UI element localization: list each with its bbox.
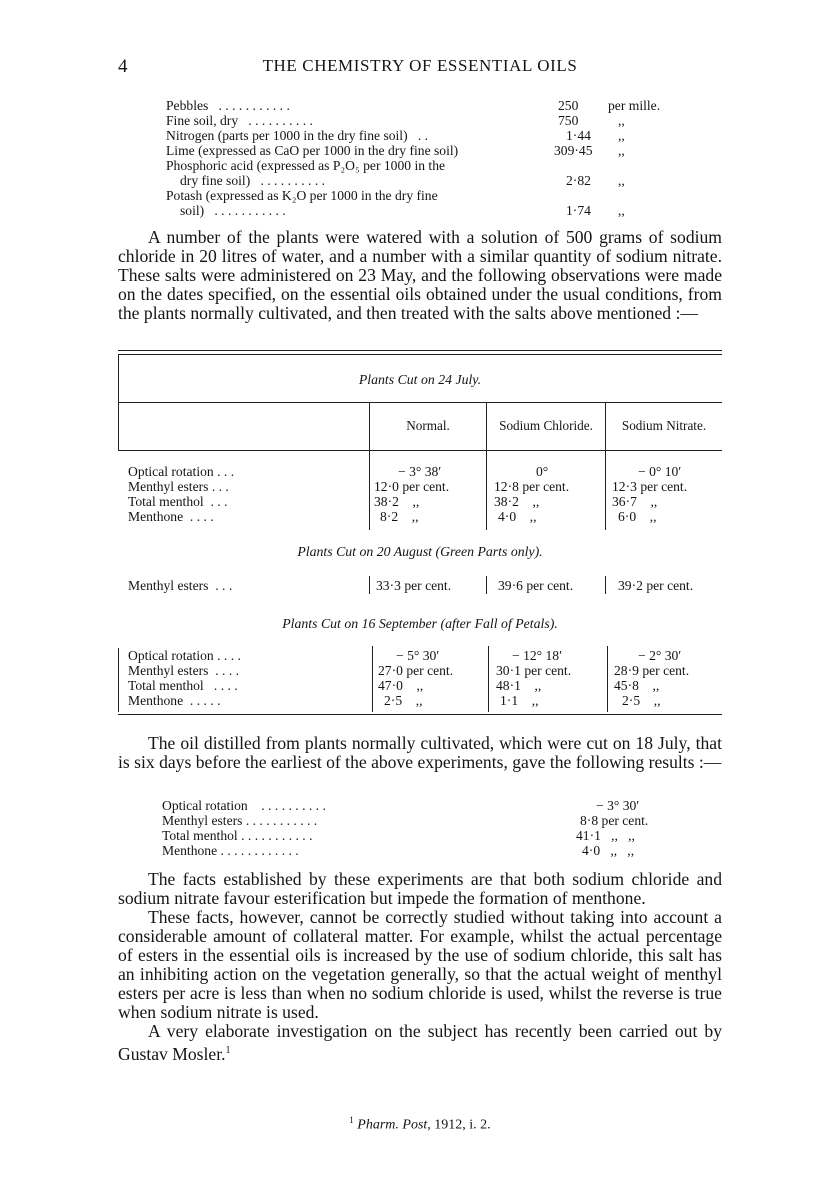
page-header — [118, 56, 722, 82]
list-item-value: 2·82 — [566, 173, 591, 188]
list-item — [166, 203, 696, 218]
list-item-label: dry fine soil) . . . . . . . . . . — [180, 173, 326, 188]
table-left-border — [118, 648, 119, 712]
row-label: Menthone . . . . — [128, 509, 214, 524]
cell-nitrate: 2·5 ,, — [622, 693, 661, 708]
list-item-value: 250 — [558, 98, 579, 113]
row-label: Total menthol . . . . — [128, 678, 238, 693]
col-divider — [488, 646, 489, 712]
col-divider — [605, 576, 606, 594]
footnote-ref: 1 — [225, 1045, 231, 1056]
paragraph-text: A very elaborate investigation on the subject has recently been carried out by Gustav Mosler.$^1$ — [118, 1021, 722, 1064]
list-item-value: 1·44 — [566, 128, 591, 143]
row-label: Total menthol . . . — [128, 494, 228, 509]
cell-chloride: 12·8 per cent. — [494, 479, 570, 494]
paragraph-distilled-oil — [118, 734, 722, 772]
list-item-unit: ,, — [618, 203, 625, 218]
list-item-label: Fine soil, dry . . . . . . . . . . — [166, 113, 313, 128]
list-item-unit: ,, — [618, 143, 625, 158]
list-item-unit: ,, — [618, 173, 625, 188]
paragraph-text: The oil distilled from plants normally cultivated, which were cut on 18 July, that is six days before the earliest of the above experiments, gave the following results :— — [118, 733, 722, 772]
table-top-rule — [118, 350, 722, 351]
row-label: Menthone . . . . . — [128, 693, 221, 708]
list-item-unit: ,, — [618, 128, 625, 143]
list-item — [162, 843, 702, 858]
row-label: Optical rotation . . . — [128, 464, 235, 479]
list-item-unit: ,, — [618, 113, 625, 128]
cell-chloride: 30·1 per cent. — [496, 663, 572, 678]
row-label: Menthyl esters . . . — [128, 479, 229, 494]
col-divider — [605, 450, 606, 530]
cell-normal: 2·5 ,, — [384, 693, 423, 708]
footnote-source: Pharm. Post, — [357, 1117, 431, 1133]
soil-composition-list — [166, 98, 696, 218]
cell-chloride: 0° — [536, 464, 549, 479]
list-item-value: − 3° 30′ — [596, 798, 640, 813]
cell-nitrate: 28·9 per cent. — [614, 663, 690, 678]
cell-chloride: 1·1 ,, — [500, 693, 539, 708]
cell-chloride: 4·0 ,, — [498, 509, 537, 524]
list-item-label: Lime (expressed as CaO per 1000 in the dry fine soil) — [166, 143, 459, 158]
table-top-rule-inner — [118, 354, 722, 355]
col-divider — [369, 450, 370, 530]
col-header-normal: Normal. — [406, 418, 450, 433]
list-item-label: Total menthol . . . . . . . . . . . — [162, 828, 313, 843]
list-item-label: Nitrogen (parts per 1000 in the dry fine soil) . . — [166, 128, 429, 143]
table-rule — [118, 402, 722, 403]
cell-chloride: − 12° 18′ — [512, 648, 563, 663]
list-item-label: Optical rotation . . . . . . . . . . — [162, 798, 326, 813]
cell-nitrate: 39·2 per cent. — [618, 578, 694, 593]
list-item-value: 41·1 ,, ,, — [576, 828, 635, 843]
list-item-value: 8·8 per cent. — [580, 813, 649, 828]
table-caption-july: Plants Cut on 24 July. — [358, 372, 482, 387]
list-item — [162, 828, 702, 843]
list-item — [162, 798, 702, 813]
cell-chloride: 48·1 ,, — [496, 678, 542, 693]
col-divider — [486, 450, 487, 530]
row-label: Optical rotation . . . . — [128, 648, 241, 663]
list-item-value: 750 — [558, 113, 579, 128]
col-header-sodium-chloride: Sodium Chloride. — [499, 418, 593, 433]
list-item — [166, 128, 696, 143]
list-item-value: 309·45 — [554, 143, 593, 158]
table-caption-august: Plants Cut on 20 August (Green Parts only). — [297, 544, 543, 559]
table-bottom-rule — [118, 714, 722, 715]
cell-normal: 33·3 per cent. — [376, 578, 452, 593]
list-item — [166, 143, 696, 158]
cell-normal: 27·0 per cent. — [378, 663, 454, 678]
cell-normal: 8·2 ,, — [380, 509, 419, 524]
cell-normal: 12·0 per cent. — [374, 479, 450, 494]
list-item — [166, 113, 696, 128]
cell-normal: 38·2 ,, — [374, 494, 420, 509]
cell-nitrate: 6·0 ,, — [618, 509, 657, 524]
row-label: Menthyl esters . . . — [128, 578, 233, 593]
running-title: THE CHEMISTRY OF ESSENTIAL OILS — [262, 56, 578, 75]
list-item — [166, 188, 696, 203]
col-divider — [372, 646, 373, 712]
table-left-border — [118, 402, 119, 450]
footnote-ref-detail: 1912, i. 2. — [434, 1117, 491, 1133]
paragraph-salts — [118, 228, 722, 323]
paragraph-conclusions — [118, 870, 722, 1064]
page-number: 4 — [118, 56, 128, 77]
list-item-label: Pebbles . . . . . . . . . . . — [166, 98, 290, 113]
results-table — [118, 350, 722, 738]
cell-nitrate: 45·8 ,, — [614, 678, 660, 693]
list-item-label: Menthyl esters . . . . . . . . . . . — [162, 813, 318, 828]
col-divider — [486, 576, 487, 594]
cell-normal: 47·0 ,, — [378, 678, 424, 693]
cell-nitrate: 12·3 per cent. — [612, 479, 688, 494]
list-item-value: 4·0 ,, ,, — [582, 843, 635, 858]
list-item — [166, 98, 696, 113]
table-rule — [118, 450, 722, 451]
col-divider — [369, 576, 370, 594]
list-item-label: soil) . . . . . . . . . . . — [180, 203, 286, 218]
cell-chloride: 39·6 per cent. — [498, 578, 574, 593]
list-item — [166, 173, 696, 188]
cell-chloride: 38·2 ,, — [494, 494, 540, 509]
cell-normal: − 3° 38′ — [398, 464, 442, 479]
footnote — [118, 1115, 722, 1134]
list-item-label: Menthone . . . . . . . . . . . . — [162, 843, 299, 858]
paragraph-text: These facts, however, cannot be correctly studied without taking into account a considerable amount of collateral matter. For example, whilst the actual percentage of esters in the essential oils is increased by the use of sodium chloride, this salt has an inhibiting action on the vegetation generally, so that the actual weight of menthyl esters per acre is less than when no sodium chloride is used, whilst the reverse is true when sodium nitrate is used. — [118, 907, 722, 1022]
cell-nitrate: − 2° 30′ — [638, 648, 682, 663]
cell-normal: − 5° 30′ — [396, 648, 440, 663]
row-label: Menthyl esters . . . . — [128, 663, 240, 678]
list-item-value: 1·74 — [566, 203, 591, 218]
paragraph-text: The facts established by these experiments are that both sodium chloride and sodium nitrate favour esterification but impede the formation of menthone. — [118, 869, 722, 908]
list-item-label: Potash (expressed as K₂O per 1000 in the dry fine — [166, 188, 438, 203]
col-divider — [607, 646, 608, 712]
results-list — [162, 798, 702, 858]
list-item-label: Phosphoric acid (expressed as P₂O₅ per 1000 in the — [166, 158, 446, 173]
list-item — [162, 813, 702, 828]
paragraph-text: A number of the plants were watered with a solution of 500 grams of sodium chloride in 20 litres of water, and a number with a similar quantity of sodium nitrate. These salts were administered on 23 May, and the following observations were made on the dates specified, on the essential oils obtained under the usual conditions, from the plants normally cultivated, and then treated with the salts above mentioned :— — [118, 227, 722, 323]
cell-nitrate: 36·7 ,, — [612, 494, 658, 509]
table-caption-september: Plants Cut on 16 September (after Fall of Petals). — [282, 616, 558, 631]
col-header-sodium-nitrate: Sodium Nitrate. — [621, 418, 707, 433]
list-item-unit: per mille. — [608, 98, 661, 113]
cell-nitrate: − 0° 10′ — [638, 464, 682, 479]
footnote-marker: 1 — [349, 1115, 354, 1125]
list-item — [166, 158, 696, 173]
